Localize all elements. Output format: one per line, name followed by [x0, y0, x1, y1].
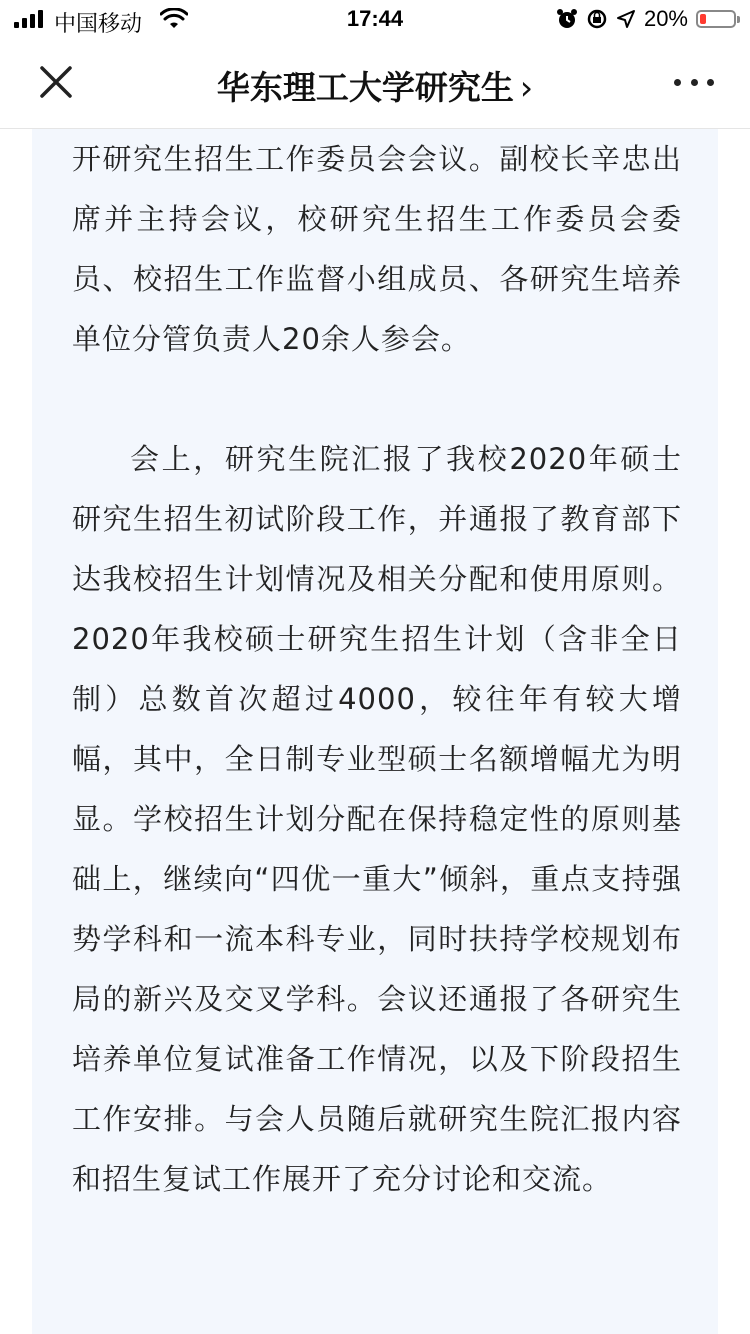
chevron-right-icon: ›: [519, 68, 534, 107]
battery-icon: [696, 10, 736, 28]
more-dot-icon: [674, 79, 681, 86]
article-content[interactable]: [32, 129, 718, 1334]
more-dot-icon: [707, 79, 714, 86]
carrier-name: 中国移动: [54, 11, 143, 36]
battery-fill: [700, 14, 706, 24]
article-paragraph: 会上，研究生院汇报了我校2020年硕士研究生招生初试阶段工作，并通报了教育部下达我校招生计划情况及相关分配和使用原则。2020年我校硕士研究生招生计划（含非全日制）总数首次超过4000，较往年有较大增幅，其中，全日制专业型硕士名额增幅尤为明显。学校招生计划分配在保持稳定性的原则基础上，继续向“四优一重大”倾斜，重点支持强势学科和一流本科专业，同时扶持学校规划布局的新兴及交叉学科。会议还通报了各研究生培养单位复试准备工作情况，以及下阶段招生工作安排。与会人员随后就研究生院汇报内容和招生复试工作展开了充分讨论和交流。: [72, 442, 682, 1196]
more-button[interactable]: [674, 70, 714, 94]
status-bar: [0, 0, 750, 40]
account-title-link[interactable]: [0, 62, 750, 109]
location-icon: [616, 9, 636, 29]
page-title: 华东理工大学研究生: [216, 68, 514, 107]
battery-percent: 20%: [643, 6, 688, 31]
alarm-icon: [556, 8, 578, 30]
status-right-group: [556, 6, 736, 32]
article-paragraph: 开研究生招生工作委员会会议。副校长辛忠出席并主持会议，校研究生招生工作委员会委员、校招生工作监督小组成员、各研究生培养单位分管负责人20余人参会。: [72, 142, 682, 356]
nav-bar: [0, 40, 750, 129]
rotation-lock-icon: [586, 8, 608, 30]
article-body: [72, 129, 682, 1209]
status-time: 17:44: [346, 6, 404, 31]
more-dot-icon: [691, 79, 698, 86]
